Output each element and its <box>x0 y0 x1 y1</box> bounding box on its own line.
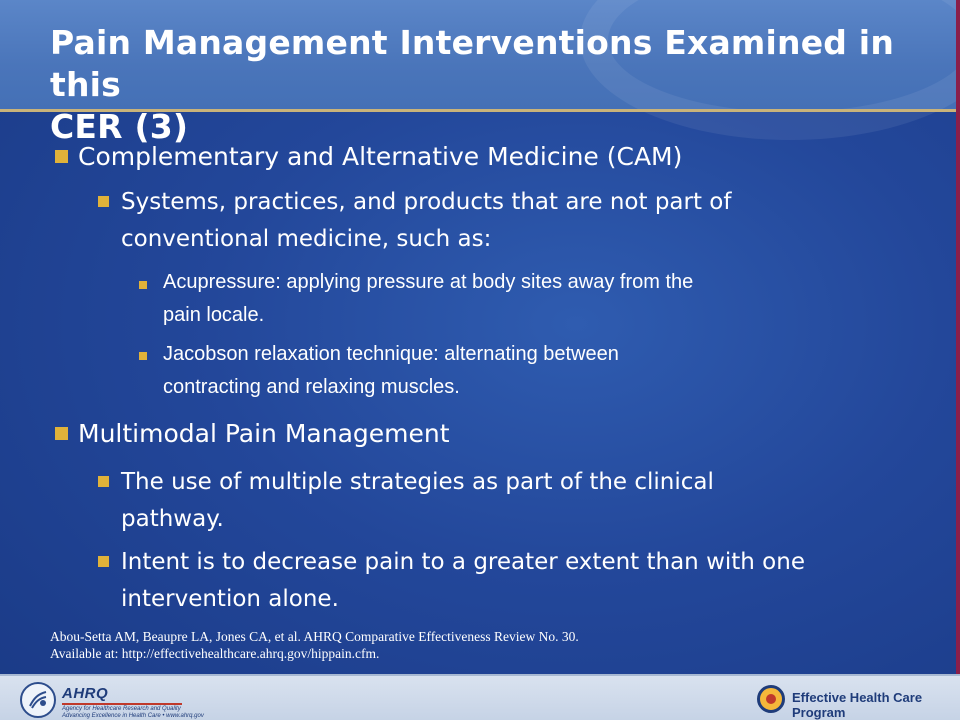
ahrq-tagline <box>62 706 204 720</box>
bullet-text-line-2: pain locale. <box>163 304 265 326</box>
ahrq-logo: AHRQ <box>62 685 109 702</box>
bullet-square-icon <box>98 196 109 207</box>
bullet-text: Complementary and Alternative Medicine (CAM) <box>78 142 683 171</box>
bullet-square-icon <box>139 352 147 360</box>
bullet-square-icon <box>98 476 109 487</box>
bullet-text: Multimodal Pain Management <box>78 419 450 448</box>
bullet-square-icon <box>55 427 68 440</box>
citation-line-1: Abou-Setta AM, Beaupre LA, Jones CA, et al. AHRQ Comparative Effectiveness Review No. 30. <box>50 629 579 644</box>
bullet-text-line-1: The use of multiple strategies as part of the clinical <box>121 469 714 495</box>
citation-line-2: Available at: http://effectivehealthcare.ahrq.gov/hippain.cfm. <box>50 646 380 661</box>
bullet-text-line-2: conventional medicine, such as: <box>121 226 492 252</box>
effective-health-care-logo-icon <box>757 685 785 713</box>
bullet-text-line-2: pathway. <box>121 506 224 532</box>
ahrq-tagline-2: Advancing Excellence in Health Care • www.ahrq.gov <box>62 713 204 719</box>
program-name: Effective Health Care Program <box>792 690 923 720</box>
bullet-text-line-1: Systems, practices, and products that are not part of <box>121 189 732 215</box>
title-line-2: CER (3) <box>50 107 189 146</box>
citation <box>50 628 750 662</box>
bullet-square-icon <box>98 556 109 567</box>
title-line-1: Pain Management Interventions Examined in this <box>50 23 895 104</box>
bullet-text-line-1: Jacobson relaxation technique: alternating between <box>163 343 619 365</box>
bullet-text-line-1: Intent is to decrease pain to a greater extent than with one <box>121 549 805 575</box>
bullet-text-line-1: Acupressure: applying pressure at body sites away from the <box>163 271 694 293</box>
bullet-text-line-2: contracting and relaxing muscles. <box>163 376 460 398</box>
ahrq-logo-rule <box>62 703 182 705</box>
ahrq-tagline-1: Agency for Healthcare Research and Quality <box>62 706 181 712</box>
footer-bar <box>0 674 960 720</box>
bullet-square-icon <box>55 150 68 163</box>
bullet-text-line-2: intervention alone. <box>121 586 339 612</box>
bullet-square-icon <box>139 281 147 289</box>
hhs-seal-icon <box>20 682 56 718</box>
